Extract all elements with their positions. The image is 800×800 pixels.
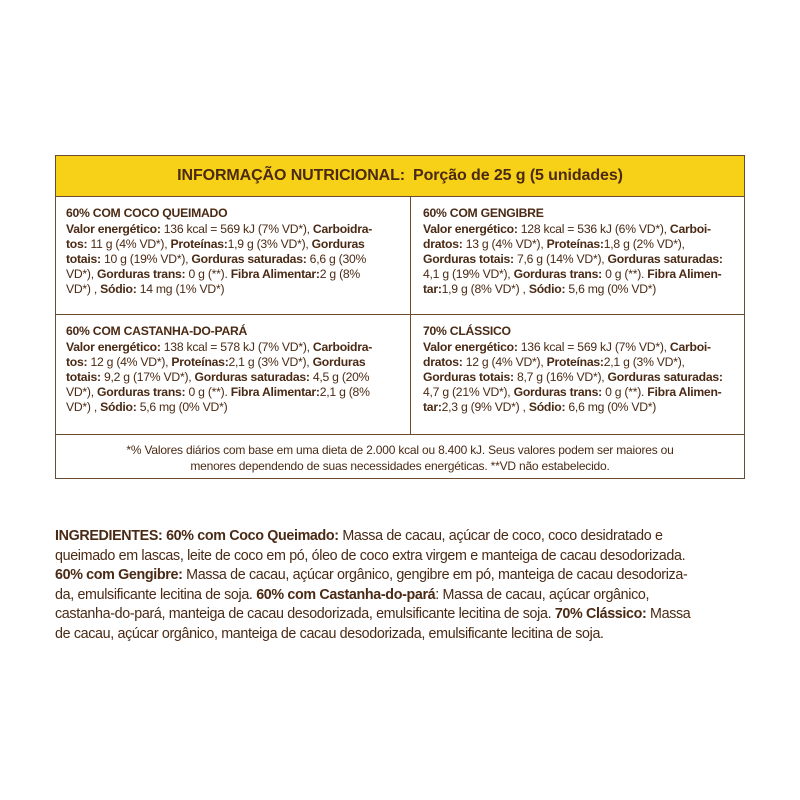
value-text: 4,5 g (20% — [309, 370, 370, 385]
bold-label: Gorduras saturadas: — [191, 252, 307, 267]
bold-label: 60% com Gengibre: — [55, 567, 183, 583]
product-nutrition-text — [66, 222, 400, 297]
bold-label: totais: — [66, 370, 101, 385]
bold-label: tar: — [423, 400, 442, 415]
bold-label: dratos: — [423, 355, 463, 370]
value-text: da, emulsificante lecitina de soja. — [55, 586, 257, 603]
bold-label: dratos: — [423, 237, 463, 252]
value-text: 6,6 mg (0% VD*) — [565, 400, 657, 415]
value-text: : Massa de cacau, açúcar orgânico, — [435, 586, 650, 603]
nutrition-cell-castanha — [56, 315, 411, 435]
nutrition-header — [56, 156, 744, 197]
bold-label: Sódio: — [528, 400, 566, 415]
bold-label: 60% com Castanha-do-pará — [256, 586, 436, 603]
value-text: 8,7 g (16% VD*), — [513, 370, 608, 385]
value-text: 11 g (4% VD*), — [87, 237, 171, 252]
bold-label: Gorduras trans: — [513, 385, 602, 400]
product-title: 60% COM CASTANHA-DO-PARÁ — [66, 324, 248, 338]
value-text: 2,1 g (3% VD*), — [228, 355, 313, 370]
value-text: 14 mg (1% VD*) — [136, 282, 225, 297]
bold-label: Gorduras trans: — [513, 267, 602, 282]
bold-label: Gorduras trans: — [97, 385, 186, 400]
value-text: 13 g (4% VD*), — [462, 237, 547, 252]
value-text: 4,7 g (21% VD*), — [423, 385, 514, 400]
bold-label: totais: — [66, 252, 101, 267]
product-title: 60% COM GENGIBRE — [423, 206, 544, 220]
bold-label: Fibra Alimentar: — [230, 267, 320, 282]
value-text: 5,6 mg (0% VD*) — [136, 400, 228, 415]
bold-label: Sódio: — [100, 400, 137, 415]
value-text: 2,3 g (9% VD*) , — [441, 400, 529, 415]
value-text: VD*), — [66, 267, 98, 282]
value-text: VD*) , — [66, 400, 101, 415]
value-text: 12 g (4% VD*), — [462, 355, 547, 370]
value-text: 136 kcal = 569 kJ (7% VD*), — [517, 340, 670, 355]
bold-label: Sódio: — [100, 282, 137, 297]
bold-label: tos: — [66, 355, 88, 370]
product-title: 70% CLÁSSICO — [423, 324, 511, 338]
value-text: VD*) , — [66, 282, 101, 297]
value-text: 0 g (**). — [601, 267, 648, 282]
value-text: 1,9 g (3% VD*), — [227, 237, 312, 252]
bold-label: Gorduras saturadas: — [607, 252, 723, 267]
bold-label: Proteínas: — [546, 237, 604, 252]
value-text: 2,1 g (8% — [319, 385, 370, 400]
bold-label: Carboi- — [669, 222, 711, 237]
bold-label: Gorduras trans: — [97, 267, 186, 282]
value-text: 0 g (**). — [601, 385, 648, 400]
value-text: 4,1 g (19% VD*), — [423, 267, 514, 282]
value-text: castanha-do-pará, manteiga de cacau desodorizada, emulsificante lecitina de soja. — [55, 606, 555, 622]
nutrition-header-portion: Porção de 25 g (5 unidades) — [413, 167, 623, 184]
value-text: Massa de cacau, açúcar de coco, coco desidratado e — [338, 528, 663, 544]
value-text: 2,1 g (3% VD*), — [603, 355, 685, 370]
bold-label: tos: — [66, 237, 88, 252]
bold-label: Fibra Alimen- — [647, 267, 722, 282]
bold-label: 70% Clássico: — [554, 606, 647, 622]
bold-label: Sódio: — [528, 282, 566, 297]
value-text: 1,9 g (8% VD*) , — [441, 282, 529, 297]
value-text: Massa de cacau, açúcar orgânico, gengibre em pó, manteiga de cacau desodoriza- — [182, 567, 688, 583]
value-text: 136 kcal = 569 kJ (7% VD*), — [160, 222, 313, 237]
value-text: 138 kcal = 578 kJ (7% VD*), — [160, 340, 313, 355]
bold-label: Carboidra- — [312, 222, 373, 237]
bold-label: Fibra Alimentar: — [230, 385, 320, 400]
ingredients-text — [55, 527, 755, 644]
bold-label: tar: — [423, 282, 442, 297]
value-text: de cacau, açúcar orgânico, manteiga de cacau desodorizada, emulsificante lecitina de soja. — [55, 625, 604, 642]
bold-label: Valor energético: — [66, 222, 161, 237]
bold-label: INGREDIENTES: 60% com Coco Queimado: — [55, 528, 339, 544]
bold-label: Carboi- — [669, 340, 711, 355]
nutrition-header-label: INFORMAÇÃO NUTRICIONAL: — [177, 167, 406, 184]
value-text: queimado em lascas, leite de coco em pó, óleo de coco extra virgem e manteiga de cacau desodorizada. — [55, 547, 686, 564]
value-text: 12 g (4% VD*), — [87, 355, 172, 370]
bold-label: Gorduras saturadas: — [194, 370, 310, 385]
value-text: 2 g (8% — [319, 267, 360, 282]
nutrition-cell-classico — [411, 315, 744, 435]
bold-label: Proteínas: — [171, 355, 229, 370]
product-title: 60% COM COCO QUEIMADO — [66, 206, 228, 220]
bold-label: Gorduras — [312, 355, 366, 370]
product-nutrition-text — [423, 340, 734, 415]
bold-label: Valor energético: — [423, 340, 518, 355]
value-text: 7,6 g (14% VD*), — [513, 252, 608, 267]
bold-label: Proteínas: — [170, 237, 228, 252]
value-text: VD*), — [66, 385, 98, 400]
value-text: 9,2 g (17% VD*), — [100, 370, 195, 385]
value-text: Massa — [646, 606, 691, 622]
value-text: 128 kcal = 536 kJ (6% VD*), — [517, 222, 670, 237]
bold-label: Gorduras totais: — [423, 252, 514, 267]
nutrition-grid — [56, 197, 744, 435]
bold-label: Fibra Alimen- — [647, 385, 722, 400]
bold-label: Valor energético: — [423, 222, 518, 237]
bold-label: Gorduras saturadas: — [607, 370, 723, 385]
nutrition-table — [55, 155, 745, 479]
bold-label: Valor energético: — [66, 340, 161, 355]
bold-label: Proteínas: — [546, 355, 604, 370]
footnote-line: *% Valores diários com base em uma dieta de 2.000 kcal ou 8.400 kJ. Seus valores podem ser maiores ou — [126, 443, 674, 457]
bold-label: Gorduras totais: — [423, 370, 514, 385]
nutrition-cell-gengibre — [411, 197, 744, 315]
product-nutrition-text — [66, 340, 400, 415]
value-text: 6,6 g (30% — [306, 252, 367, 267]
value-text: 1,8 g (2% VD*), — [603, 237, 685, 252]
bold-label: Carboidra- — [312, 340, 373, 355]
value-text: 0 g (**). — [185, 267, 231, 282]
bold-label: Gorduras — [311, 237, 365, 252]
nutrition-cell-coco — [56, 197, 411, 315]
value-text: 10 g (19% VD*), — [100, 252, 192, 267]
value-text: 0 g (**). — [185, 385, 231, 400]
value-text: 5,6 mg (0% VD*) — [565, 282, 657, 297]
footnote-line: menores dependendo de suas necessidades energéticas. **VD não estabelecido. — [190, 459, 610, 473]
nutrition-footnote — [56, 435, 744, 474]
product-nutrition-text — [423, 222, 734, 297]
